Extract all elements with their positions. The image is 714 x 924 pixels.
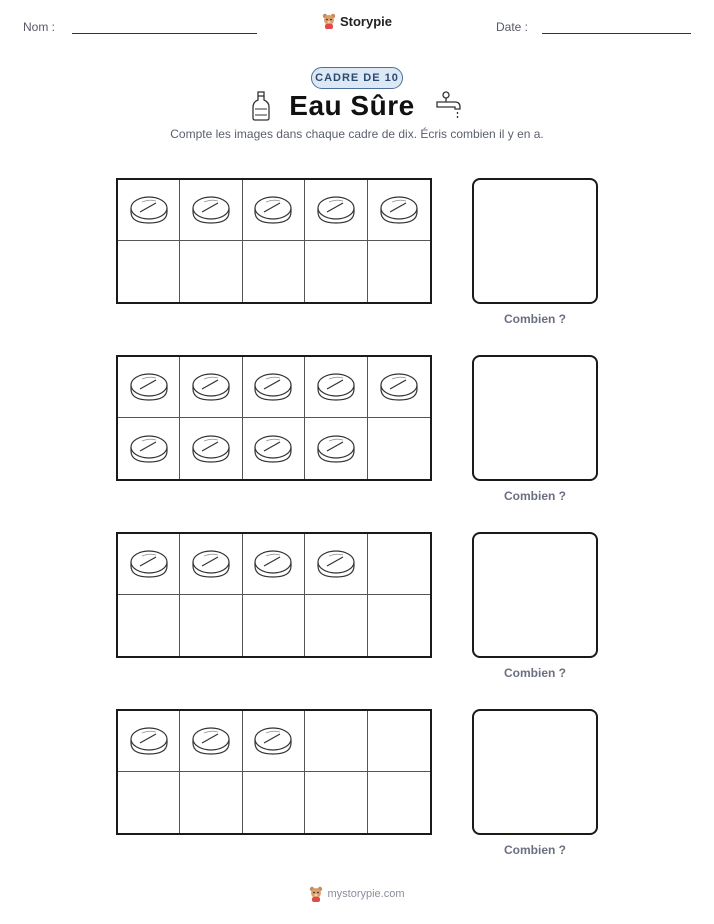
answer-box-2[interactable] <box>472 355 598 481</box>
frame-cell <box>118 595 180 656</box>
frame-cell <box>368 357 430 418</box>
brand-name: Storypie <box>339 13 392 29</box>
frame-cell <box>118 241 180 302</box>
water-tap-icon <box>433 91 463 121</box>
answer-label-3: Combien ? <box>504 666 566 680</box>
water-purification-tablet-icon <box>253 194 293 226</box>
bear-mascot-icon <box>322 13 336 29</box>
answer-box-4[interactable] <box>472 709 598 835</box>
frame-cell <box>243 595 305 656</box>
frame-cell <box>118 357 180 418</box>
bear-mascot-icon <box>309 886 323 902</box>
frame-cell <box>305 595 367 656</box>
ten-frame-2 <box>116 355 432 481</box>
frame-cell <box>243 418 305 479</box>
frame-cell <box>118 772 180 833</box>
frame-cell <box>305 772 367 833</box>
frame-cell <box>305 357 367 418</box>
ten-frame-3 <box>116 532 432 658</box>
water-purification-tablet-icon <box>316 433 356 465</box>
frame-cell <box>305 180 367 241</box>
frame-cell <box>180 418 242 479</box>
frame-cell <box>243 357 305 418</box>
water-purification-tablet-icon <box>316 548 356 580</box>
water-purification-tablet-icon <box>191 194 231 226</box>
bottle-icon <box>251 91 271 121</box>
instructions: Compte les images dans chaque cadre de dix. Écris combien il y en a. <box>170 127 544 141</box>
water-purification-tablet-icon <box>379 371 419 403</box>
footer-url: mystorypie.com <box>327 888 405 900</box>
frame-cell <box>180 357 242 418</box>
frame-cell <box>368 418 430 479</box>
frame-cell <box>368 180 430 241</box>
answer-box-1[interactable] <box>472 178 598 304</box>
frame-cell <box>243 711 305 772</box>
frame-cell <box>305 241 367 302</box>
water-purification-tablet-icon <box>129 725 169 757</box>
frame-cell <box>180 595 242 656</box>
water-purification-tablet-icon <box>191 371 231 403</box>
frame-cell <box>243 772 305 833</box>
water-purification-tablet-icon <box>129 548 169 580</box>
frame-cell <box>180 534 242 595</box>
frame-cell <box>368 534 430 595</box>
frame-cell <box>243 241 305 302</box>
water-purification-tablet-icon <box>129 371 169 403</box>
frame-cell <box>180 711 242 772</box>
answer-label-4: Combien ? <box>504 843 566 857</box>
frame-cell <box>118 180 180 241</box>
answer-label-1: Combien ? <box>504 312 566 326</box>
frame-cell <box>118 711 180 772</box>
page-title: Eau Sûre <box>289 90 415 121</box>
frame-cell <box>243 180 305 241</box>
answer-box-3[interactable] <box>472 532 598 658</box>
frame-cell <box>118 418 180 479</box>
water-purification-tablet-icon <box>316 194 356 226</box>
name-line[interactable] <box>72 33 257 34</box>
water-purification-tablet-icon <box>191 433 231 465</box>
frame-cell <box>368 241 430 302</box>
frame-cell <box>243 534 305 595</box>
frame-cell <box>368 711 430 772</box>
water-purification-tablet-icon <box>191 725 231 757</box>
footer <box>0 886 714 902</box>
name-label: Nom : <box>23 20 56 34</box>
category-badge: CADRE DE 10 <box>311 67 403 89</box>
frame-cell <box>368 595 430 656</box>
ten-frame-4 <box>116 709 432 835</box>
title-row <box>0 90 714 122</box>
frame-cell <box>118 534 180 595</box>
water-purification-tablet-icon <box>129 433 169 465</box>
water-purification-tablet-icon <box>253 371 293 403</box>
date-label: Date : <box>496 20 529 34</box>
frame-cell <box>180 180 242 241</box>
frame-cell <box>305 711 367 772</box>
water-purification-tablet-icon <box>253 725 293 757</box>
frame-cell <box>305 534 367 595</box>
ten-frame-1 <box>116 178 432 304</box>
water-purification-tablet-icon <box>379 194 419 226</box>
water-purification-tablet-icon <box>129 194 169 226</box>
water-purification-tablet-icon <box>191 548 231 580</box>
frame-cell <box>368 772 430 833</box>
brand-logo <box>0 13 714 29</box>
frame-cell <box>305 418 367 479</box>
answer-label-2: Combien ? <box>504 489 566 503</box>
water-purification-tablet-icon <box>253 433 293 465</box>
date-line[interactable] <box>542 33 691 34</box>
water-purification-tablet-icon <box>253 548 293 580</box>
frame-cell <box>180 772 242 833</box>
frame-cell <box>180 241 242 302</box>
water-purification-tablet-icon <box>316 371 356 403</box>
